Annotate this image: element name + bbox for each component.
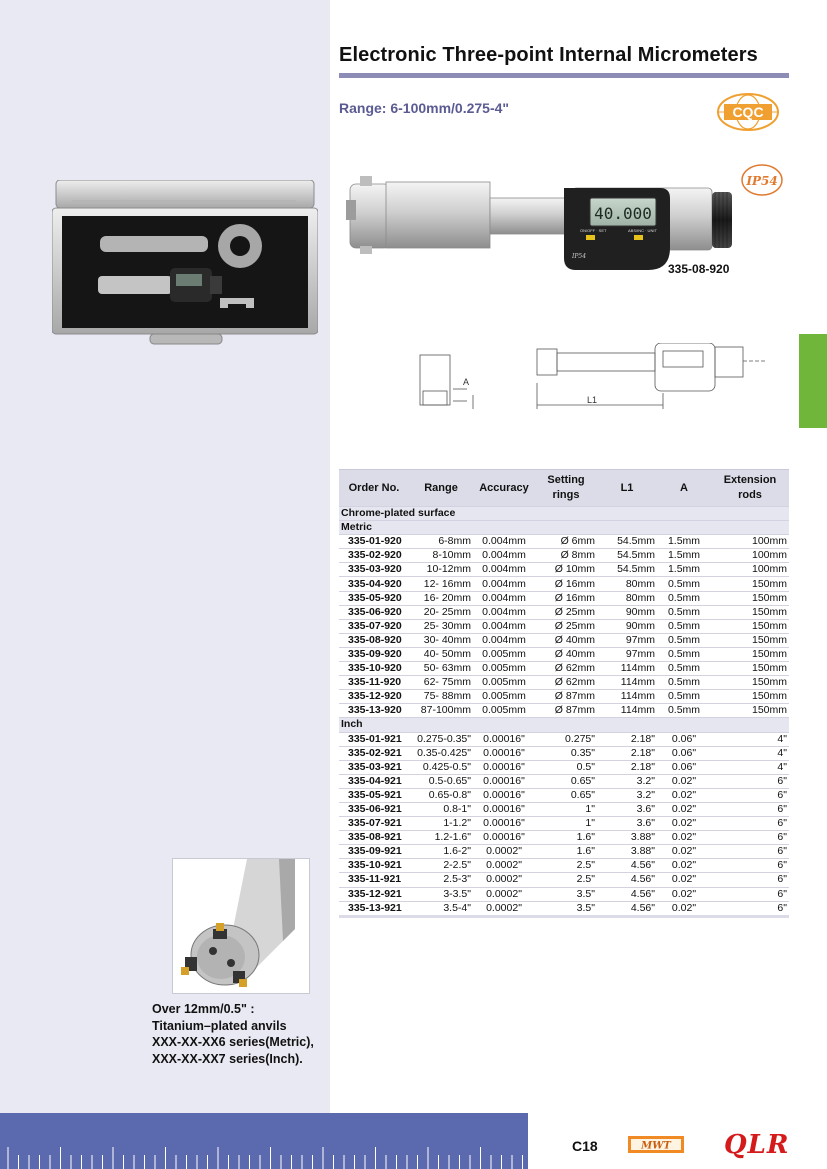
header-order-no: Order No.	[339, 470, 409, 507]
cell-setting-ring: Ø 16mm	[535, 591, 597, 605]
cell-range: 1-1.2"	[409, 817, 473, 831]
header-accuracy: Accuracy	[473, 470, 535, 507]
cell-order-no: 335-08-921	[339, 831, 409, 845]
cell-extension-rod: 100mm	[711, 549, 789, 563]
cell-l1: 3.6"	[597, 802, 657, 816]
table-row	[339, 704, 789, 718]
cell-accuracy: 0.00016"	[473, 732, 535, 746]
header-extension-rods: Extension rods	[711, 470, 789, 507]
cell-l1: 114mm	[597, 690, 657, 704]
cell-a: 0.5mm	[657, 704, 711, 718]
cell-range: 0.425-0.5"	[409, 760, 473, 774]
cell-order-no: 335-03-920	[339, 563, 409, 577]
cell-l1: 54.5mm	[597, 535, 657, 549]
cell-setting-ring: Ø 16mm	[535, 577, 597, 591]
group-inch	[339, 718, 789, 732]
cell-order-no: 335-01-920	[339, 535, 409, 549]
table-row	[339, 647, 789, 661]
cell-order-no: 335-07-921	[339, 817, 409, 831]
cell-range: 87-100mm	[409, 704, 473, 718]
table-row	[339, 662, 789, 676]
cell-extension-rod: 150mm	[711, 591, 789, 605]
housing-ip54-mark: IP54	[572, 253, 587, 260]
cell-a: 1.5mm	[657, 535, 711, 549]
cell-accuracy: 0.004mm	[473, 605, 535, 619]
cell-order-no: 335-01-921	[339, 732, 409, 746]
cell-a: 0.06"	[657, 746, 711, 760]
cell-order-no: 335-09-921	[339, 845, 409, 859]
cell-extension-rod: 100mm	[711, 563, 789, 577]
anvil-note	[152, 1001, 314, 1067]
cell-order-no: 335-10-921	[339, 859, 409, 873]
cell-range: 0.65-0.8"	[409, 788, 473, 802]
cell-order-no: 335-12-921	[339, 887, 409, 901]
cell-extension-rod: 6"	[711, 831, 789, 845]
footer-ruler	[0, 1113, 528, 1169]
table-row	[339, 676, 789, 690]
cell-extension-rod: 6"	[711, 901, 789, 916]
cell-setting-ring: Ø 25mm	[535, 619, 597, 633]
cell-a: 1.5mm	[657, 549, 711, 563]
cell-accuracy: 0.00016"	[473, 746, 535, 760]
cqc-logo	[716, 92, 780, 132]
cell-l1: 114mm	[597, 662, 657, 676]
cell-extension-rod: 6"	[711, 873, 789, 887]
cell-order-no: 335-05-920	[339, 591, 409, 605]
cell-setting-ring: Ø 6mm	[535, 535, 597, 549]
header-a: A	[657, 470, 711, 507]
table-row	[339, 619, 789, 633]
table-row	[339, 802, 789, 816]
cell-setting-ring: 1.6"	[535, 845, 597, 859]
cell-extension-rod: 6"	[711, 887, 789, 901]
micrometer-image	[346, 172, 736, 272]
cell-range: 25- 30mm	[409, 619, 473, 633]
mwt-logo-text: MWT	[641, 1140, 671, 1152]
table-row	[339, 577, 789, 591]
table-row	[339, 901, 789, 916]
cell-l1: 54.5mm	[597, 563, 657, 577]
brand-logo: QLR	[724, 1130, 790, 1160]
cell-accuracy: 0.005mm	[473, 662, 535, 676]
header-l1: L1	[597, 470, 657, 507]
cell-extension-rod: 150mm	[711, 577, 789, 591]
range-subtitle: Range: 6-100mm/0.275-4"	[339, 100, 510, 116]
cell-accuracy: 0.004mm	[473, 549, 535, 563]
cell-range: 62- 75mm	[409, 676, 473, 690]
cell-setting-ring: 0.5"	[535, 760, 597, 774]
cell-accuracy: 0.004mm	[473, 563, 535, 577]
cell-order-no: 335-05-921	[339, 788, 409, 802]
cell-order-no: 335-06-921	[339, 802, 409, 816]
cell-accuracy: 0.005mm	[473, 676, 535, 690]
cell-accuracy: 0.005mm	[473, 690, 535, 704]
cell-setting-ring: 1.6"	[535, 831, 597, 845]
cell-extension-rod: 150mm	[711, 633, 789, 647]
header-range: Range	[409, 470, 473, 507]
cell-range: 2.5-3"	[409, 873, 473, 887]
cell-range: 3-3.5"	[409, 887, 473, 901]
cell-accuracy: 0.004mm	[473, 535, 535, 549]
page-title: Electronic Three-point Internal Micrometers	[339, 44, 758, 66]
header-setting-rings: Setting rings	[535, 470, 597, 507]
cell-range: 0.8-1"	[409, 802, 473, 816]
cell-range: 0.275-0.35"	[409, 732, 473, 746]
cell-range: 40- 50mm	[409, 647, 473, 661]
cell-accuracy: 0.004mm	[473, 577, 535, 591]
cell-order-no: 335-09-920	[339, 647, 409, 661]
cell-extension-rod: 6"	[711, 859, 789, 873]
cell-order-no: 335-11-921	[339, 873, 409, 887]
cell-a: 0.02"	[657, 901, 711, 916]
cell-setting-ring: 0.35"	[535, 746, 597, 760]
cqc-logo-text: CQC	[732, 104, 764, 120]
cell-l1: 4.56"	[597, 859, 657, 873]
cell-a: 0.06"	[657, 732, 711, 746]
product-model-number: 335-08-920	[668, 262, 730, 276]
cell-a: 0.02"	[657, 831, 711, 845]
table-row	[339, 732, 789, 746]
cell-accuracy: 0.0002"	[473, 887, 535, 901]
cell-accuracy: 0.00016"	[473, 774, 535, 788]
cell-a: 0.5mm	[657, 647, 711, 661]
cell-a: 1.5mm	[657, 563, 711, 577]
table-header-row	[339, 470, 789, 507]
table-row	[339, 817, 789, 831]
table-row	[339, 831, 789, 845]
cell-extension-rod: 150mm	[711, 647, 789, 661]
spec-table	[339, 469, 789, 918]
cell-range: 1.6-2"	[409, 845, 473, 859]
group-chrome-plated-label: Chrome-plated surface	[339, 507, 789, 521]
cell-range: 10-12mm	[409, 563, 473, 577]
table-row	[339, 760, 789, 774]
cell-extension-rod: 4"	[711, 732, 789, 746]
table-row	[339, 591, 789, 605]
table-row	[339, 859, 789, 873]
cell-range: 75- 88mm	[409, 690, 473, 704]
cell-order-no: 335-06-920	[339, 605, 409, 619]
table-row	[339, 633, 789, 647]
cell-order-no: 335-08-920	[339, 633, 409, 647]
cell-extension-rod: 150mm	[711, 676, 789, 690]
table-row	[339, 887, 789, 901]
cell-range: 0.35-0.425"	[409, 746, 473, 760]
cell-accuracy: 0.004mm	[473, 591, 535, 605]
table-row	[339, 690, 789, 704]
ip54-badge	[740, 163, 784, 197]
table-row	[339, 774, 789, 788]
cell-setting-ring: Ø 87mm	[535, 690, 597, 704]
cell-extension-rod: 4"	[711, 760, 789, 774]
cell-l1: 114mm	[597, 704, 657, 718]
case-photo	[52, 180, 318, 348]
cell-l1: 2.18"	[597, 746, 657, 760]
cell-l1: 80mm	[597, 591, 657, 605]
cell-range: 1.2-1.6"	[409, 831, 473, 845]
cell-setting-ring: Ø 62mm	[535, 662, 597, 676]
cell-accuracy: 0.004mm	[473, 633, 535, 647]
cell-l1: 54.5mm	[597, 549, 657, 563]
cell-l1: 90mm	[597, 605, 657, 619]
cell-setting-ring: 3.5"	[535, 901, 597, 916]
cell-l1: 2.18"	[597, 732, 657, 746]
cell-range: 2-2.5"	[409, 859, 473, 873]
cell-range: 0.5-0.65"	[409, 774, 473, 788]
cell-range: 12- 16mm	[409, 577, 473, 591]
cell-accuracy: 0.005mm	[473, 647, 535, 661]
cell-a: 0.5mm	[657, 591, 711, 605]
drawing-label-l1: L1	[587, 395, 598, 405]
cell-l1: 4.56"	[597, 901, 657, 916]
cell-setting-ring: Ø 40mm	[535, 633, 597, 647]
cell-setting-ring: 3.5"	[535, 887, 597, 901]
cell-setting-ring: 2.5"	[535, 859, 597, 873]
cell-extension-rod: 6"	[711, 802, 789, 816]
cell-order-no: 335-04-921	[339, 774, 409, 788]
cell-l1: 4.56"	[597, 873, 657, 887]
group-metric	[339, 521, 789, 535]
note-line: Over 12mm/0.5" :	[152, 1002, 255, 1016]
cell-accuracy: 0.00016"	[473, 817, 535, 831]
cell-accuracy: 0.00016"	[473, 831, 535, 845]
cell-l1: 3.88"	[597, 845, 657, 859]
cell-accuracy: 0.0002"	[473, 873, 535, 887]
cell-a: 0.02"	[657, 845, 711, 859]
cell-range: 50- 63mm	[409, 662, 473, 676]
page-number: C18	[572, 1138, 598, 1154]
cell-accuracy: 0.0002"	[473, 859, 535, 873]
note-line: XXX-XX-XX6 series(Metric),	[152, 1035, 314, 1049]
group-metric-label: Metric	[339, 521, 789, 535]
cell-l1: 2.18"	[597, 760, 657, 774]
title-rule	[339, 73, 789, 78]
drawing-label-a: A	[463, 377, 470, 387]
cell-extension-rod: 150mm	[711, 704, 789, 718]
cell-order-no: 335-12-920	[339, 690, 409, 704]
cell-a: 0.02"	[657, 802, 711, 816]
cell-a: 0.5mm	[657, 633, 711, 647]
cell-order-no: 335-07-920	[339, 619, 409, 633]
cell-extension-rod: 150mm	[711, 619, 789, 633]
table-row	[339, 563, 789, 577]
cell-range: 6-8mm	[409, 535, 473, 549]
cell-a: 0.06"	[657, 760, 711, 774]
table-row	[339, 535, 789, 549]
cell-a: 0.5mm	[657, 577, 711, 591]
cell-order-no: 335-02-920	[339, 549, 409, 563]
table-row	[339, 788, 789, 802]
cell-range: 30- 40mm	[409, 633, 473, 647]
cell-accuracy: 0.00016"	[473, 802, 535, 816]
button-label-left: ON/OFF · SET	[580, 228, 607, 233]
cell-accuracy: 0.00016"	[473, 760, 535, 774]
cell-setting-ring: 0.65"	[535, 788, 597, 802]
cell-setting-ring: Ø 10mm	[535, 563, 597, 577]
cell-l1: 4.56"	[597, 887, 657, 901]
cell-extension-rod: 100mm	[711, 535, 789, 549]
cell-extension-rod: 4"	[711, 746, 789, 760]
table-row	[339, 549, 789, 563]
cell-setting-ring: 0.65"	[535, 774, 597, 788]
cell-a: 0.5mm	[657, 690, 711, 704]
cell-l1: 3.88"	[597, 831, 657, 845]
cell-setting-ring: 2.5"	[535, 873, 597, 887]
group-inch-label: Inch	[339, 718, 789, 732]
cell-range: 3.5-4"	[409, 901, 473, 916]
table-row	[339, 605, 789, 619]
ip54-badge-text: IP54	[746, 174, 778, 188]
cell-accuracy: 0.0002"	[473, 845, 535, 859]
cell-a: 0.02"	[657, 859, 711, 873]
cell-setting-ring: 0.275"	[535, 732, 597, 746]
cell-accuracy: 0.005mm	[473, 704, 535, 718]
cell-accuracy: 0.0002"	[473, 901, 535, 916]
cell-order-no: 335-04-920	[339, 577, 409, 591]
cell-l1: 3.6"	[597, 817, 657, 831]
cell-setting-ring: Ø 62mm	[535, 676, 597, 690]
cell-range: 20- 25mm	[409, 605, 473, 619]
cell-a: 0.02"	[657, 887, 711, 901]
note-line: Titanium–plated anvils	[152, 1018, 287, 1033]
cell-l1: 3.2"	[597, 788, 657, 802]
section-tab	[799, 334, 827, 428]
cell-l1: 114mm	[597, 676, 657, 690]
cell-extension-rod: 150mm	[711, 690, 789, 704]
cell-extension-rod: 150mm	[711, 605, 789, 619]
cell-l1: 97mm	[597, 633, 657, 647]
cell-order-no: 335-02-921	[339, 746, 409, 760]
anvil-photo	[172, 858, 310, 994]
lcd-readout: 40.000	[594, 204, 652, 223]
cell-setting-ring: Ø 87mm	[535, 704, 597, 718]
cell-extension-rod: 150mm	[711, 662, 789, 676]
cell-order-no: 335-03-921	[339, 760, 409, 774]
cell-a: 0.5mm	[657, 605, 711, 619]
cell-setting-ring: 1"	[535, 817, 597, 831]
table-row	[339, 845, 789, 859]
cell-accuracy: 0.004mm	[473, 619, 535, 633]
technical-drawing	[415, 343, 775, 413]
cell-a: 0.02"	[657, 788, 711, 802]
cell-order-no: 335-13-920	[339, 704, 409, 718]
cell-accuracy: 0.00016"	[473, 788, 535, 802]
cell-l1: 80mm	[597, 577, 657, 591]
cell-l1: 90mm	[597, 619, 657, 633]
note-line: XXX-XX-XX7 series(Inch).	[152, 1051, 303, 1066]
cell-setting-ring: Ø 40mm	[535, 647, 597, 661]
cell-setting-ring: Ø 8mm	[535, 549, 597, 563]
cell-range: 16- 20mm	[409, 591, 473, 605]
cell-range: 8-10mm	[409, 549, 473, 563]
cell-extension-rod: 6"	[711, 845, 789, 859]
cell-a: 0.5mm	[657, 662, 711, 676]
cell-a: 0.02"	[657, 774, 711, 788]
cell-order-no: 335-10-920	[339, 662, 409, 676]
table-row	[339, 746, 789, 760]
cell-extension-rod: 6"	[711, 817, 789, 831]
button-label-right: ABS/INC · UNIT	[628, 228, 657, 233]
cell-l1: 97mm	[597, 647, 657, 661]
mwt-logo	[628, 1136, 684, 1153]
cell-extension-rod: 6"	[711, 788, 789, 802]
table-row	[339, 873, 789, 887]
cell-l1: 3.2"	[597, 774, 657, 788]
cell-extension-rod: 6"	[711, 774, 789, 788]
cell-a: 0.5mm	[657, 619, 711, 633]
cell-order-no: 335-13-921	[339, 901, 409, 916]
cell-a: 0.02"	[657, 817, 711, 831]
cell-setting-ring: 1"	[535, 802, 597, 816]
group-chrome-plated	[339, 507, 789, 521]
cell-setting-ring: Ø 25mm	[535, 605, 597, 619]
cell-a: 0.02"	[657, 873, 711, 887]
cell-order-no: 335-11-920	[339, 676, 409, 690]
cell-a: 0.5mm	[657, 676, 711, 690]
